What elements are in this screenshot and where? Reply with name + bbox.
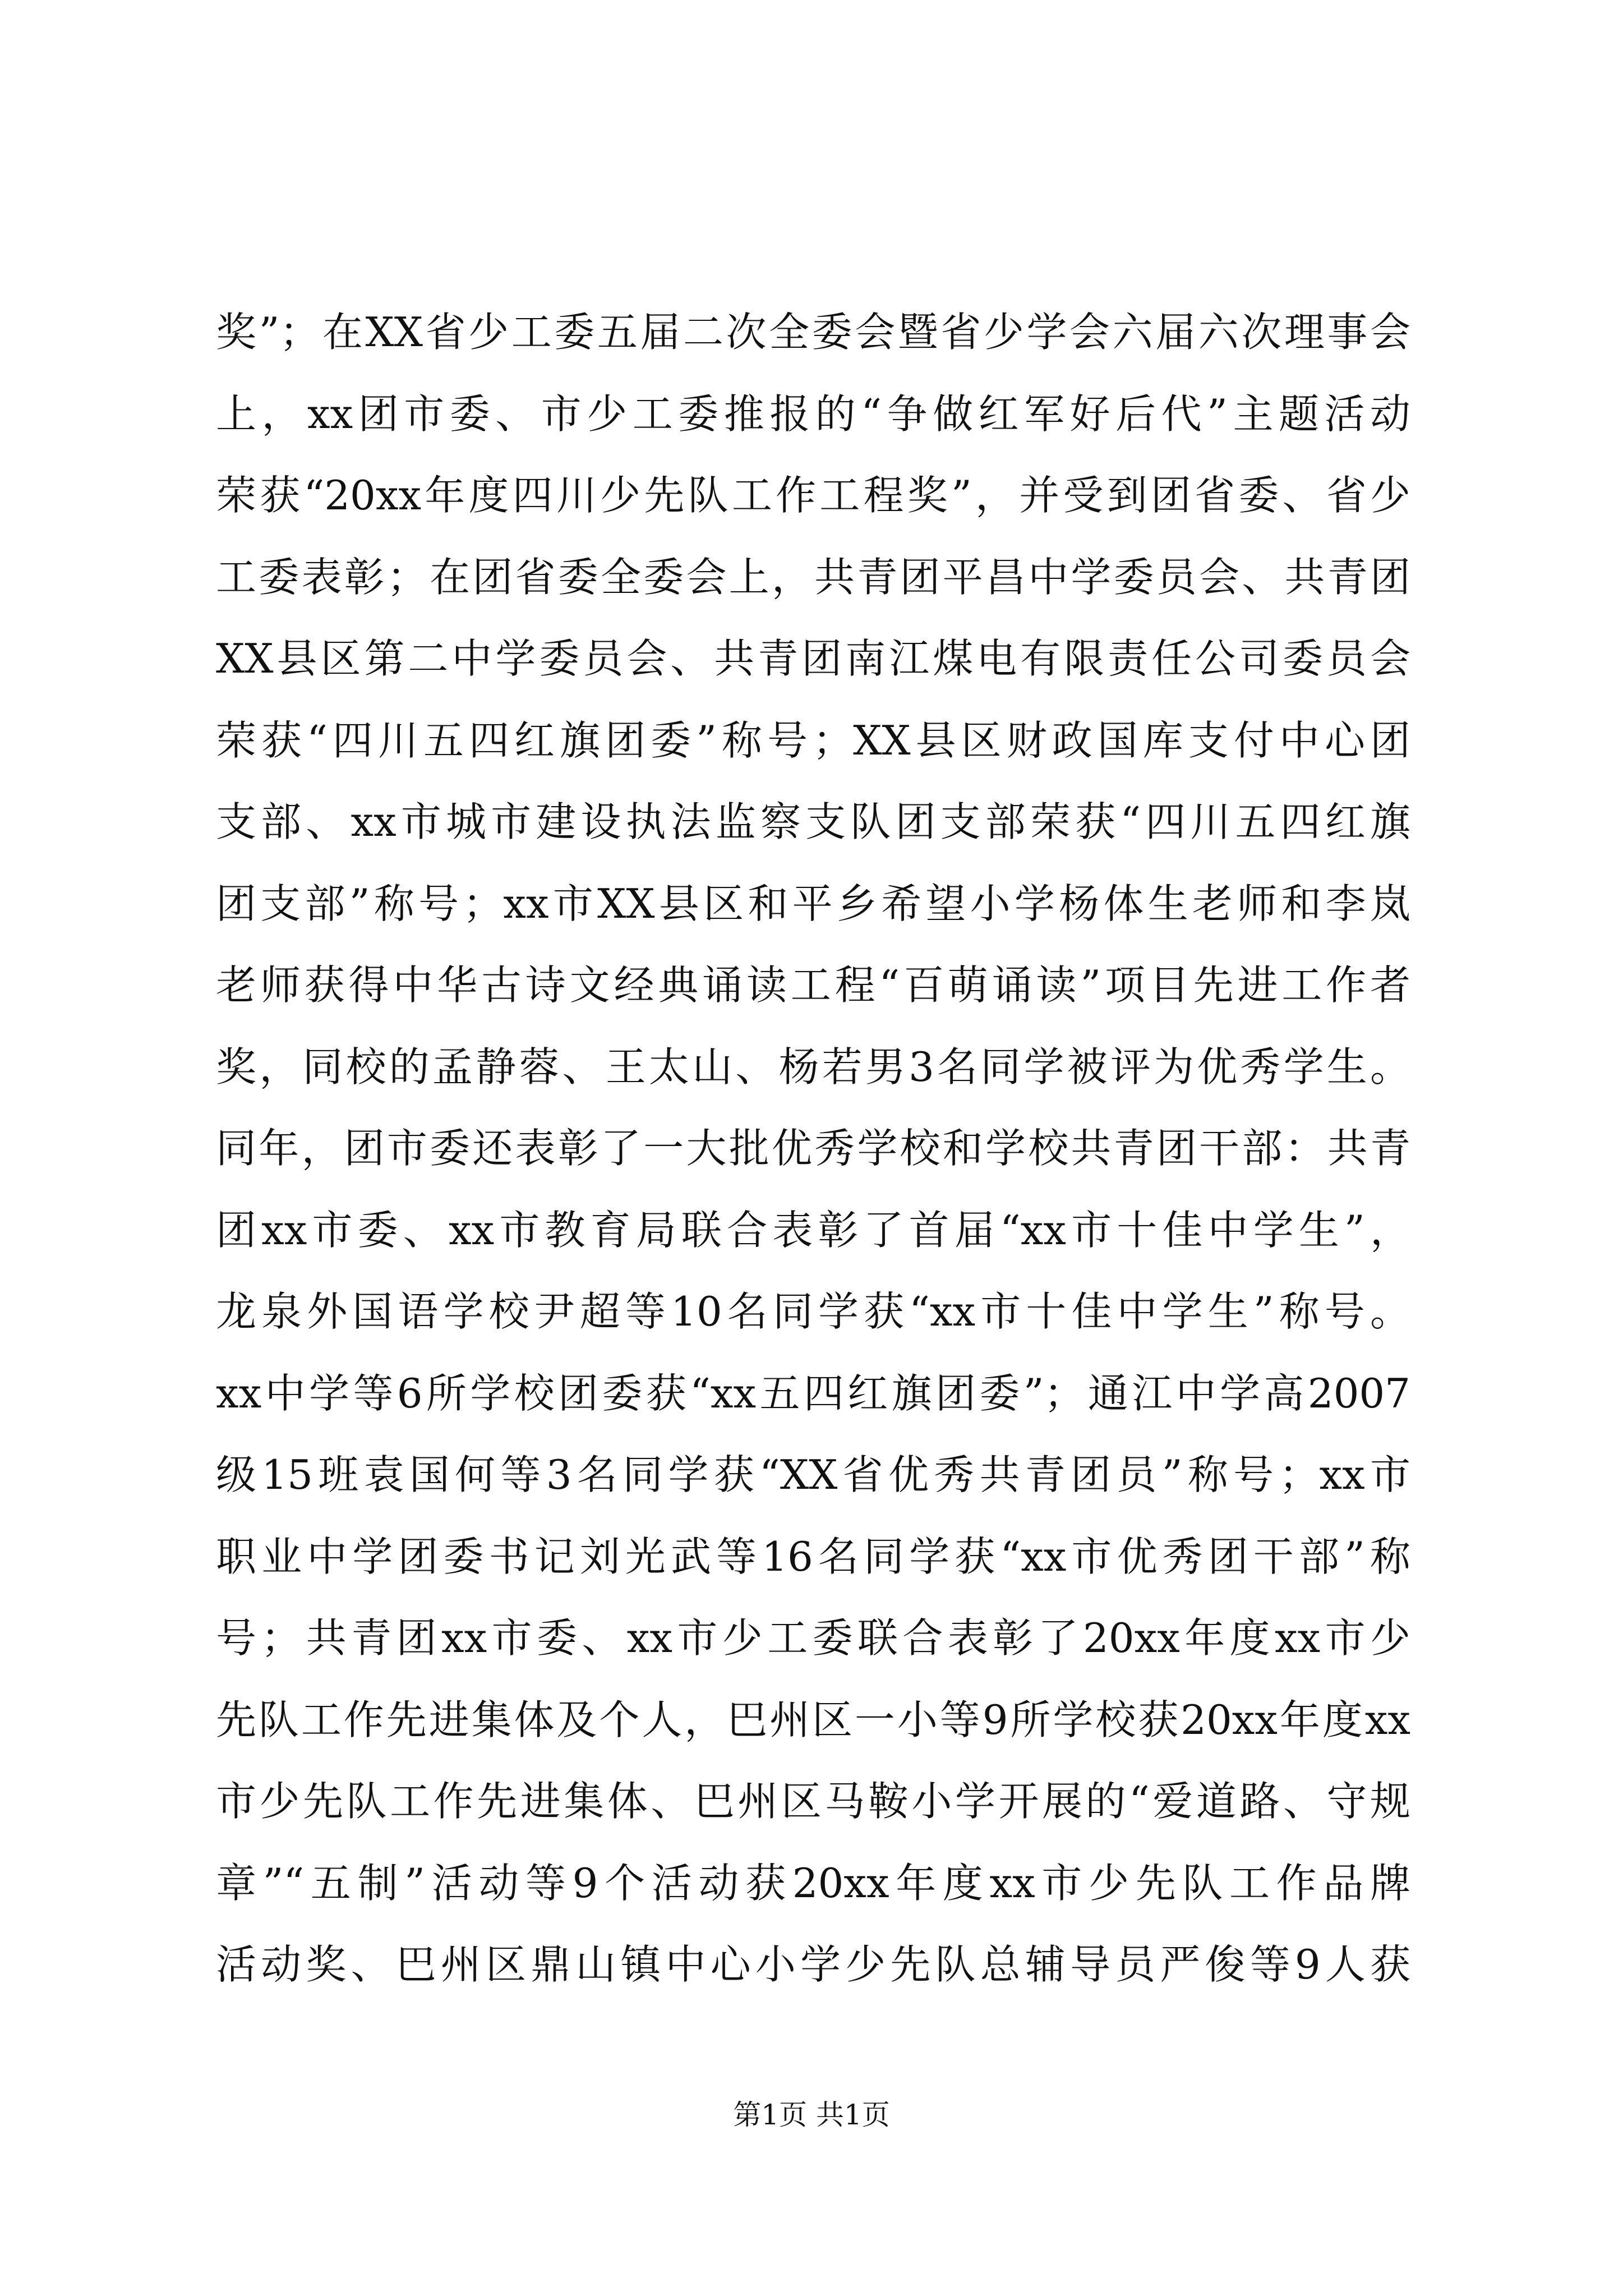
page-footer	[0, 2095, 1623, 2134]
text-line: 荣获“20xx年度四川少先队工作工程奖”，并受到团省委、省少	[216, 472, 1410, 519]
text-line: 职业中学团委书记刘光武等16名同学获“xx市优秀团干部”称	[216, 1533, 1410, 1580]
text-line: 荣获“四川五四红旗团委”称号；XX县区财政国库支付中心团	[216, 716, 1410, 764]
body-text	[216, 292, 1410, 2006]
text-line: xx中学等6所学校团委获“xx五四红旗团委”；通江中学高2007	[216, 1369, 1410, 1417]
text-line: 工委表彰；在团省委全委会上，共青团平昌中学委员会、共青团	[216, 553, 1410, 601]
text-line: 活动奖、巴州区鼎山镇中心小学少先队总辅导员严俊等9人获	[216, 1941, 1410, 1988]
text-line: 支部、xx市城市建设执法监察支队团支部荣获“四川五四红旗	[216, 798, 1410, 845]
text-line: 奖，同校的孟静蓉、王太山、杨若男3名同学被评为优秀学生。	[216, 1043, 1410, 1091]
text-line: 上，xx团市委、市少工委推报的“争做红军好后代”主题活动	[216, 390, 1410, 438]
text-line: 同年，团市委还表彰了一大批优秀学校和学校共青团干部：共青	[216, 1125, 1410, 1172]
text-line: 市少先队工作先进集体、巴州区马鞍小学开展的“爱道路、守规	[216, 1778, 1410, 1825]
page-number-label: 第1页 共1页	[733, 2099, 890, 2131]
text-line: 先队工作先进集体及个人，巴州区一小等9所学校获20xx年度xx	[216, 1696, 1410, 1743]
text-line: XX县区第二中学委员会、共青团南江煤电有限责任公司委员会	[216, 635, 1410, 682]
text-line: 章”“五制”活动等9个活动获20xx年度xx市少先队工作品牌	[216, 1859, 1410, 1907]
text-line: 号；共青团xx市委、xx市少工委联合表彰了20xx年度xx市少	[216, 1614, 1410, 1662]
text-line: 龙泉外国语学校尹超等10名同学获“xx市十佳中学生”称号。	[216, 1288, 1410, 1335]
text-line: 团xx市委、xx市教育局联合表彰了首届“xx市十佳中学生”，	[216, 1206, 1410, 1254]
text-line: 奖”；在XX省少工委五届二次全委会暨省少学会六届六次理事会	[216, 309, 1410, 356]
text-line: 级15班袁国何等3名同学获“XX省优秀共青团员”称号；xx市	[216, 1451, 1410, 1498]
text-line: 团支部”称号；xx市XX县区和平乡希望小学杨体生老师和李岚	[216, 880, 1410, 927]
text-line: 老师获得中华古诗文经典诵读工程“百萌诵读”项目先进工作者	[216, 961, 1410, 1009]
